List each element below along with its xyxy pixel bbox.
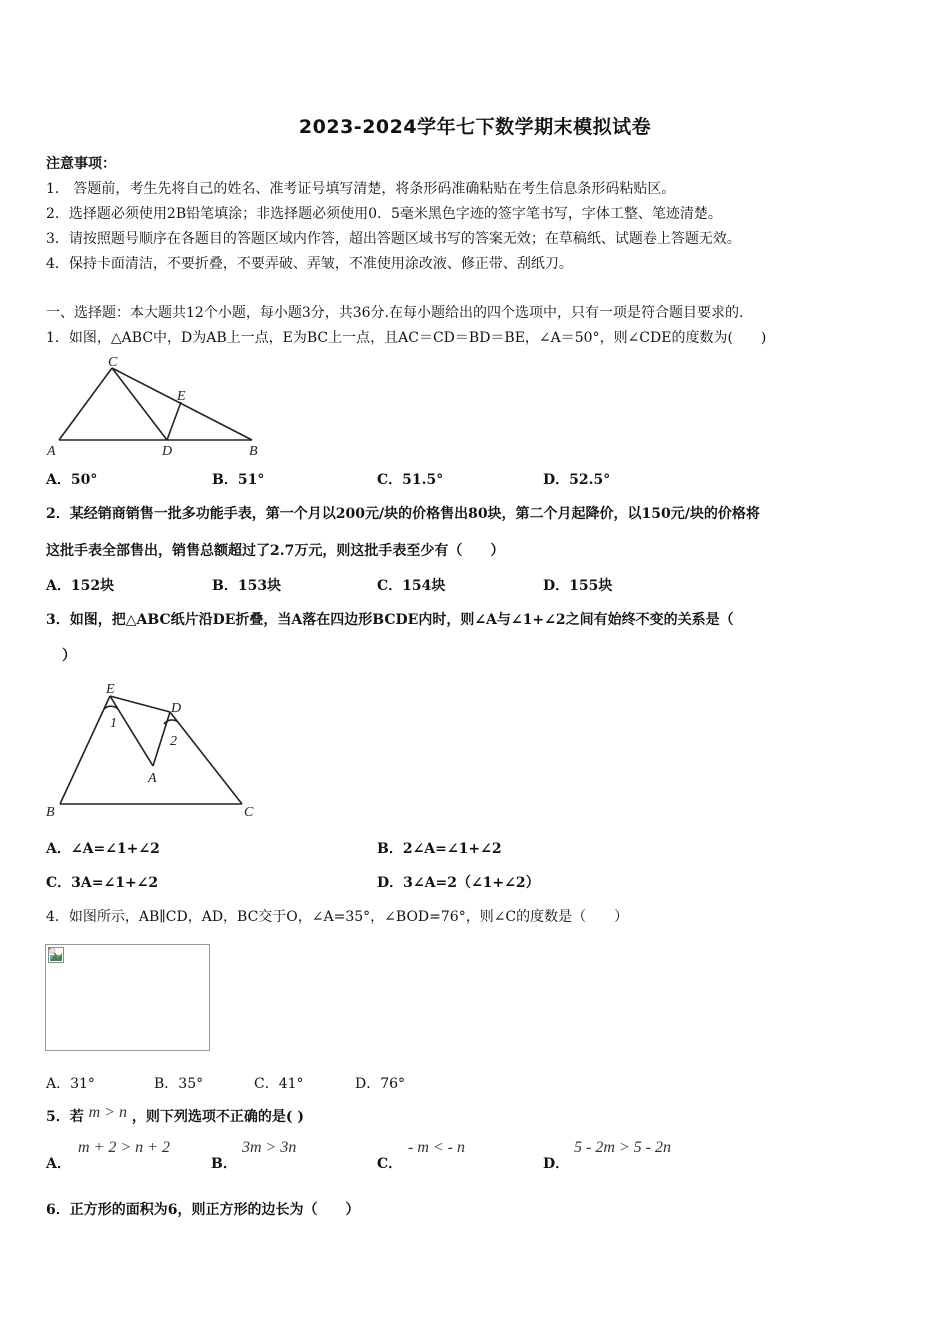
q1-option-b: B．51° — [212, 472, 265, 488]
notice-heading: 注意事项： — [46, 156, 116, 172]
q4-option-b: B．35° — [154, 1076, 204, 1092]
question-1-stem: 1．如图，△ABC中，D为AB上一点，E为BC上一点，且AC＝CD＝BD＝BE，∠A＝50°，则∠CDE的度数为( ) — [46, 330, 767, 346]
fig3-label-e: E — [106, 682, 115, 697]
q5-option-c-math: - m < - n — [408, 1139, 466, 1156]
q4-option-c: C．41° — [254, 1076, 304, 1092]
question-2-stem-line-1: 2．某经销商销售一批多功能手表，第一个月以200元/块的价格售出80块，第二个月起降价，以150元/块的价格将 — [46, 506, 760, 522]
question-3-stem-line-1: 3．如图，把△ABC纸片沿DE折叠，当A落在四边形BCDE内时，则∠A与∠1+∠2之间有始终不变的关系是（ — [46, 612, 734, 628]
q5-option-b-math: 3m > 3n — [242, 1139, 297, 1156]
fig1-label-a: A — [47, 444, 56, 459]
question-1-figure — [44, 352, 274, 462]
q5-stem-suffix: ，则下列选项不正确的是( ) — [131, 1109, 304, 1125]
q5-option-b-letter: B． — [211, 1156, 237, 1172]
question-6-stem: 6．正方形的面积为6，则正方形的边长为（ ） — [46, 1202, 360, 1218]
q4-option-a: A．31° — [46, 1076, 95, 1092]
q3-option-a: A．∠A=∠1+∠2 — [46, 841, 160, 857]
q5-option-d-letter: D． — [543, 1156, 570, 1172]
q1-option-d: D．52.5° — [543, 472, 611, 488]
question-3-stem-line-2: ） — [62, 648, 76, 664]
q5-option-c-letter: C． — [377, 1156, 403, 1172]
notice-item-1: 1． 答题前，考生先将自己的姓名、准考证号填写清楚，将条形码准确粘贴在考生信息条形码粘贴区。 — [46, 181, 676, 197]
section-heading: 一、选择题：本大题共12个小题，每小题3分，共36分.在每小题给出的四个选项中，只有一项是符合题目要求的. — [46, 305, 744, 321]
page-title: 2023-2024学年七下数学期末模拟试卷 — [298, 116, 652, 138]
q5-option-a-math: m + 2 > n + 2 — [78, 1139, 170, 1156]
broken-image-icon — [48, 947, 64, 963]
question-4-stem: 4．如图所示，AB∥CD，AD，BC交于O，∠A=35°，∠BOD=76°，则∠C的度数是（ ） — [46, 909, 629, 925]
q2-option-a: A．152块 — [46, 578, 115, 594]
q3-option-c: C．3A=∠1+∠2 — [46, 875, 159, 891]
notice-item-3: 3．请按照题号顺序在各题目的答题区域内作答，超出答题区域书写的答案无效；在草稿纸、试题卷上答题无效。 — [46, 231, 741, 247]
q2-option-c: C．154块 — [377, 578, 446, 594]
fig1-label-b: B — [249, 444, 258, 459]
q2-option-d: D．155块 — [543, 578, 613, 594]
q1-option-c: C．51.5° — [377, 472, 444, 488]
q5-option-d-math: 5 - 2m > 5 - 2n — [574, 1139, 672, 1156]
fig3-label-2: 2 — [170, 734, 177, 749]
notice-item-4: 4．保持卡面清洁，不要折叠，不要弄破、弄皱，不准使用涂改液、修正带、刮纸刀。 — [46, 256, 573, 272]
fig1-label-c: C — [108, 355, 118, 370]
q3-option-b: B．2∠A=∠1+∠2 — [377, 841, 502, 857]
fig3-label-d: D — [171, 701, 182, 716]
question-2-stem-line-2: 这批手表全部售出，销售总额超过了2.7万元，则这批手表至少有（ ） — [46, 543, 505, 559]
q3-option-d: D．3∠A=2（∠1+∠2） — [377, 875, 540, 891]
q5-stem-math: m > n — [88, 1104, 127, 1121]
fig3-label-b: B — [46, 805, 55, 820]
q5-option-a-letter: A． — [46, 1156, 71, 1172]
q2-option-b: B．153块 — [212, 578, 282, 594]
fig1-label-e: E — [177, 389, 186, 404]
question-5-stem — [46, 1106, 304, 1126]
q1-option-a: A．50° — [46, 472, 98, 488]
q4-option-d: D．76° — [355, 1076, 406, 1092]
fig1-label-d: D — [162, 444, 173, 459]
question-4-figure-placeholder — [45, 944, 210, 1051]
question-3-figure — [42, 678, 267, 823]
notice-item-2: 2．选择题必须使用2B铅笔填涂；非选择题必须使用0．5毫米黑色字迹的签字笔书写，字体工整、笔迹清楚。 — [46, 206, 722, 222]
fig3-label-a: A — [148, 771, 157, 786]
q5-stem-prefix: 5．若 — [46, 1109, 84, 1125]
fig3-label-1: 1 — [110, 716, 117, 731]
fig3-label-c: C — [244, 805, 254, 820]
